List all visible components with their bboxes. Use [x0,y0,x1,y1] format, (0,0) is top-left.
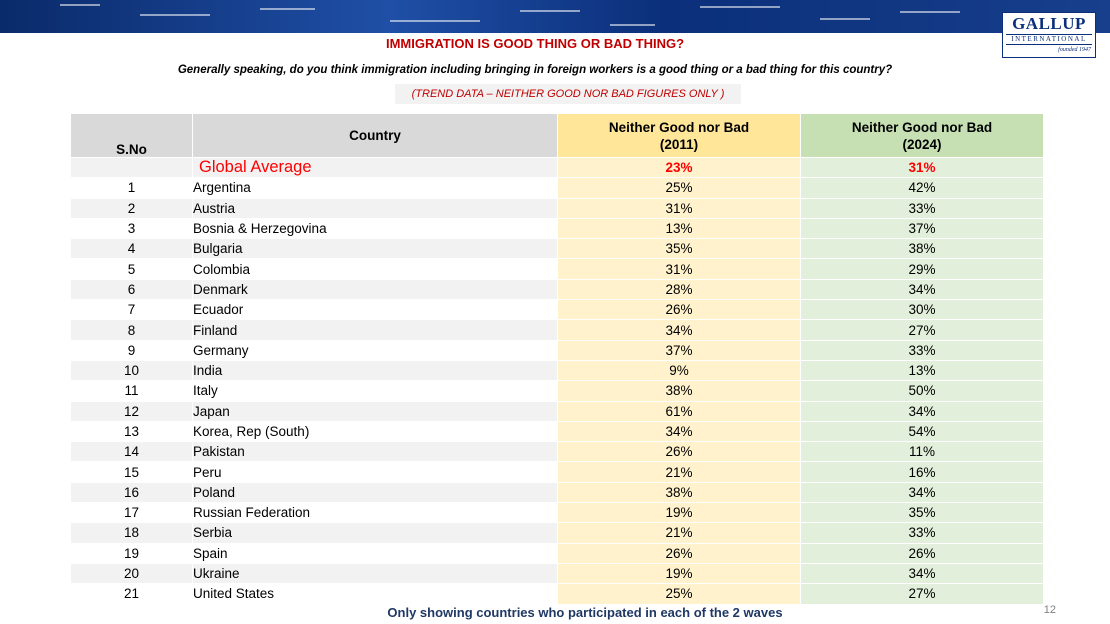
value-2024-cell: 50% [801,381,1044,401]
sno-cell: 3 [71,218,193,238]
country-cell: India [193,360,558,380]
banner-decoration [260,8,315,10]
value-2024-cell: 35% [801,503,1044,523]
sno-cell: 9 [71,340,193,360]
sno-cell: 13 [71,421,193,441]
banner-decoration [900,11,960,13]
global-2011-value: 23% [558,158,801,178]
sno-cell: 19 [71,543,193,563]
header-2024 [801,114,1044,158]
value-2011-cell: 38% [558,482,801,502]
table-row [71,239,1044,259]
sno-cell: 21 [71,584,193,604]
value-2011-cell: 38% [558,381,801,401]
global-2024-value: 31% [801,158,1044,178]
value-2011-cell: 31% [558,198,801,218]
logo-subtitle: INTERNATIONAL [1006,34,1092,45]
global-average-row [71,158,1044,178]
value-2011-cell: 26% [558,300,801,320]
table-row [71,442,1044,462]
country-cell: Colombia [193,259,558,279]
header-2011 [558,114,801,158]
table-row [71,584,1044,604]
country-cell: Austria [193,198,558,218]
country-cell: Bulgaria [193,239,558,259]
footnote: Only showing countries who participated in each of the 2 waves [387,605,783,620]
value-2011-cell: 28% [558,279,801,299]
sno-cell: 20 [71,563,193,583]
country-cell: Ecuador [193,300,558,320]
sno-cell: 2 [71,198,193,218]
value-2024-cell: 27% [801,584,1044,604]
table-row [71,218,1044,238]
banner-decoration [520,10,580,12]
sno-cell: 16 [71,482,193,502]
banner-decoration [820,18,870,20]
page-number: 12 [1043,604,1056,616]
value-2024-cell: 54% [801,421,1044,441]
value-2024-cell: 29% [801,259,1044,279]
banner-decoration [140,14,210,16]
country-cell: United States [193,584,558,604]
value-2024-cell: 33% [801,340,1044,360]
table-row [71,360,1044,380]
value-2024-cell: 42% [801,178,1044,198]
country-cell: Germany [193,340,558,360]
country-cell: Spain [193,543,558,563]
table-row [71,563,1044,583]
table-row [71,340,1044,360]
sno-cell: 12 [71,401,193,421]
sno-cell: 18 [71,523,193,543]
gallup-logo [1002,12,1096,58]
banner-decoration [700,6,780,8]
country-cell: Russian Federation [193,503,558,523]
sno-cell: 14 [71,442,193,462]
global-average-label: Global Average [193,158,558,178]
sno-cell: 17 [71,503,193,523]
value-2024-cell: 30% [801,300,1044,320]
country-cell: Finland [193,320,558,340]
value-2024-cell: 37% [801,218,1044,238]
global-sno-cell [71,158,193,178]
country-cell: Pakistan [193,442,558,462]
sno-cell: 5 [71,259,193,279]
banner-decoration [610,24,655,26]
sno-cell: 4 [71,239,193,259]
header-country: Country [193,114,558,158]
value-2024-cell: 33% [801,198,1044,218]
slide-title: IMMIGRATION IS GOOD THING OR BAD THING? [385,36,685,51]
value-2024-cell: 27% [801,320,1044,340]
value-2024-cell: 11% [801,442,1044,462]
value-2024-cell: 26% [801,543,1044,563]
table-row [71,462,1044,482]
table-row [71,320,1044,340]
logo-name: GALLUP [1012,14,1086,33]
value-2024-cell: 38% [801,239,1044,259]
results-table [70,113,1044,605]
value-2024-cell: 34% [801,482,1044,502]
sno-cell: 6 [71,279,193,299]
value-2011-cell: 25% [558,178,801,198]
header-sno: S.No [71,114,193,158]
value-2011-cell: 35% [558,239,801,259]
table-row [71,401,1044,421]
table-row [71,543,1044,563]
header-2011-line1: Neither Good nor Bad [608,119,750,135]
value-2011-cell: 26% [558,442,801,462]
value-2011-cell: 31% [558,259,801,279]
country-cell: Bosnia & Herzegovina [193,218,558,238]
country-cell: Serbia [193,523,558,543]
header-banner [0,0,1110,33]
table-row [71,523,1044,543]
table-row [71,300,1044,320]
logo-founded: founded 1947 [1058,47,1091,53]
value-2011-cell: 9% [558,360,801,380]
table-row [71,503,1044,523]
header-2024-line2: (2024) [902,136,942,152]
trend-note: (TREND DATA – NEITHER GOOD NOR BAD FIGURES ONLY ) [395,84,741,104]
sno-cell: 10 [71,360,193,380]
country-cell: Korea, Rep (South) [193,421,558,441]
value-2011-cell: 25% [558,584,801,604]
table-row [71,482,1044,502]
country-cell: Poland [193,482,558,502]
banner-decoration [60,4,100,6]
value-2024-cell: 33% [801,523,1044,543]
table-row [71,198,1044,218]
sno-cell: 1 [71,178,193,198]
header-2011-line2: (2011) [659,136,699,152]
value-2011-cell: 19% [558,563,801,583]
header-2024-line1: Neither Good nor Bad [851,119,993,135]
country-cell: Japan [193,401,558,421]
value-2011-cell: 26% [558,543,801,563]
sno-cell: 11 [71,381,193,401]
table-row [71,381,1044,401]
survey-question: Generally speaking, do you think immigration including bringing in foreign workers is a good thing or a bad thing for this country? [177,64,893,76]
value-2011-cell: 37% [558,340,801,360]
value-2011-cell: 21% [558,523,801,543]
value-2024-cell: 34% [801,563,1044,583]
table-row [71,421,1044,441]
country-cell: Italy [193,381,558,401]
table-header-row [71,114,1044,158]
value-2024-cell: 13% [801,360,1044,380]
country-cell: Denmark [193,279,558,299]
sno-cell: 15 [71,462,193,482]
value-2011-cell: 13% [558,218,801,238]
banner-decoration [390,20,480,22]
country-cell: Ukraine [193,563,558,583]
value-2011-cell: 19% [558,503,801,523]
country-cell: Peru [193,462,558,482]
table-row [71,259,1044,279]
value-2024-cell: 34% [801,279,1044,299]
country-cell: Argentina [193,178,558,198]
value-2011-cell: 34% [558,421,801,441]
table-row [71,178,1044,198]
table-row [71,279,1044,299]
sno-cell: 8 [71,320,193,340]
value-2011-cell: 61% [558,401,801,421]
value-2024-cell: 16% [801,462,1044,482]
value-2024-cell: 34% [801,401,1044,421]
value-2011-cell: 21% [558,462,801,482]
sno-cell: 7 [71,300,193,320]
value-2011-cell: 34% [558,320,801,340]
